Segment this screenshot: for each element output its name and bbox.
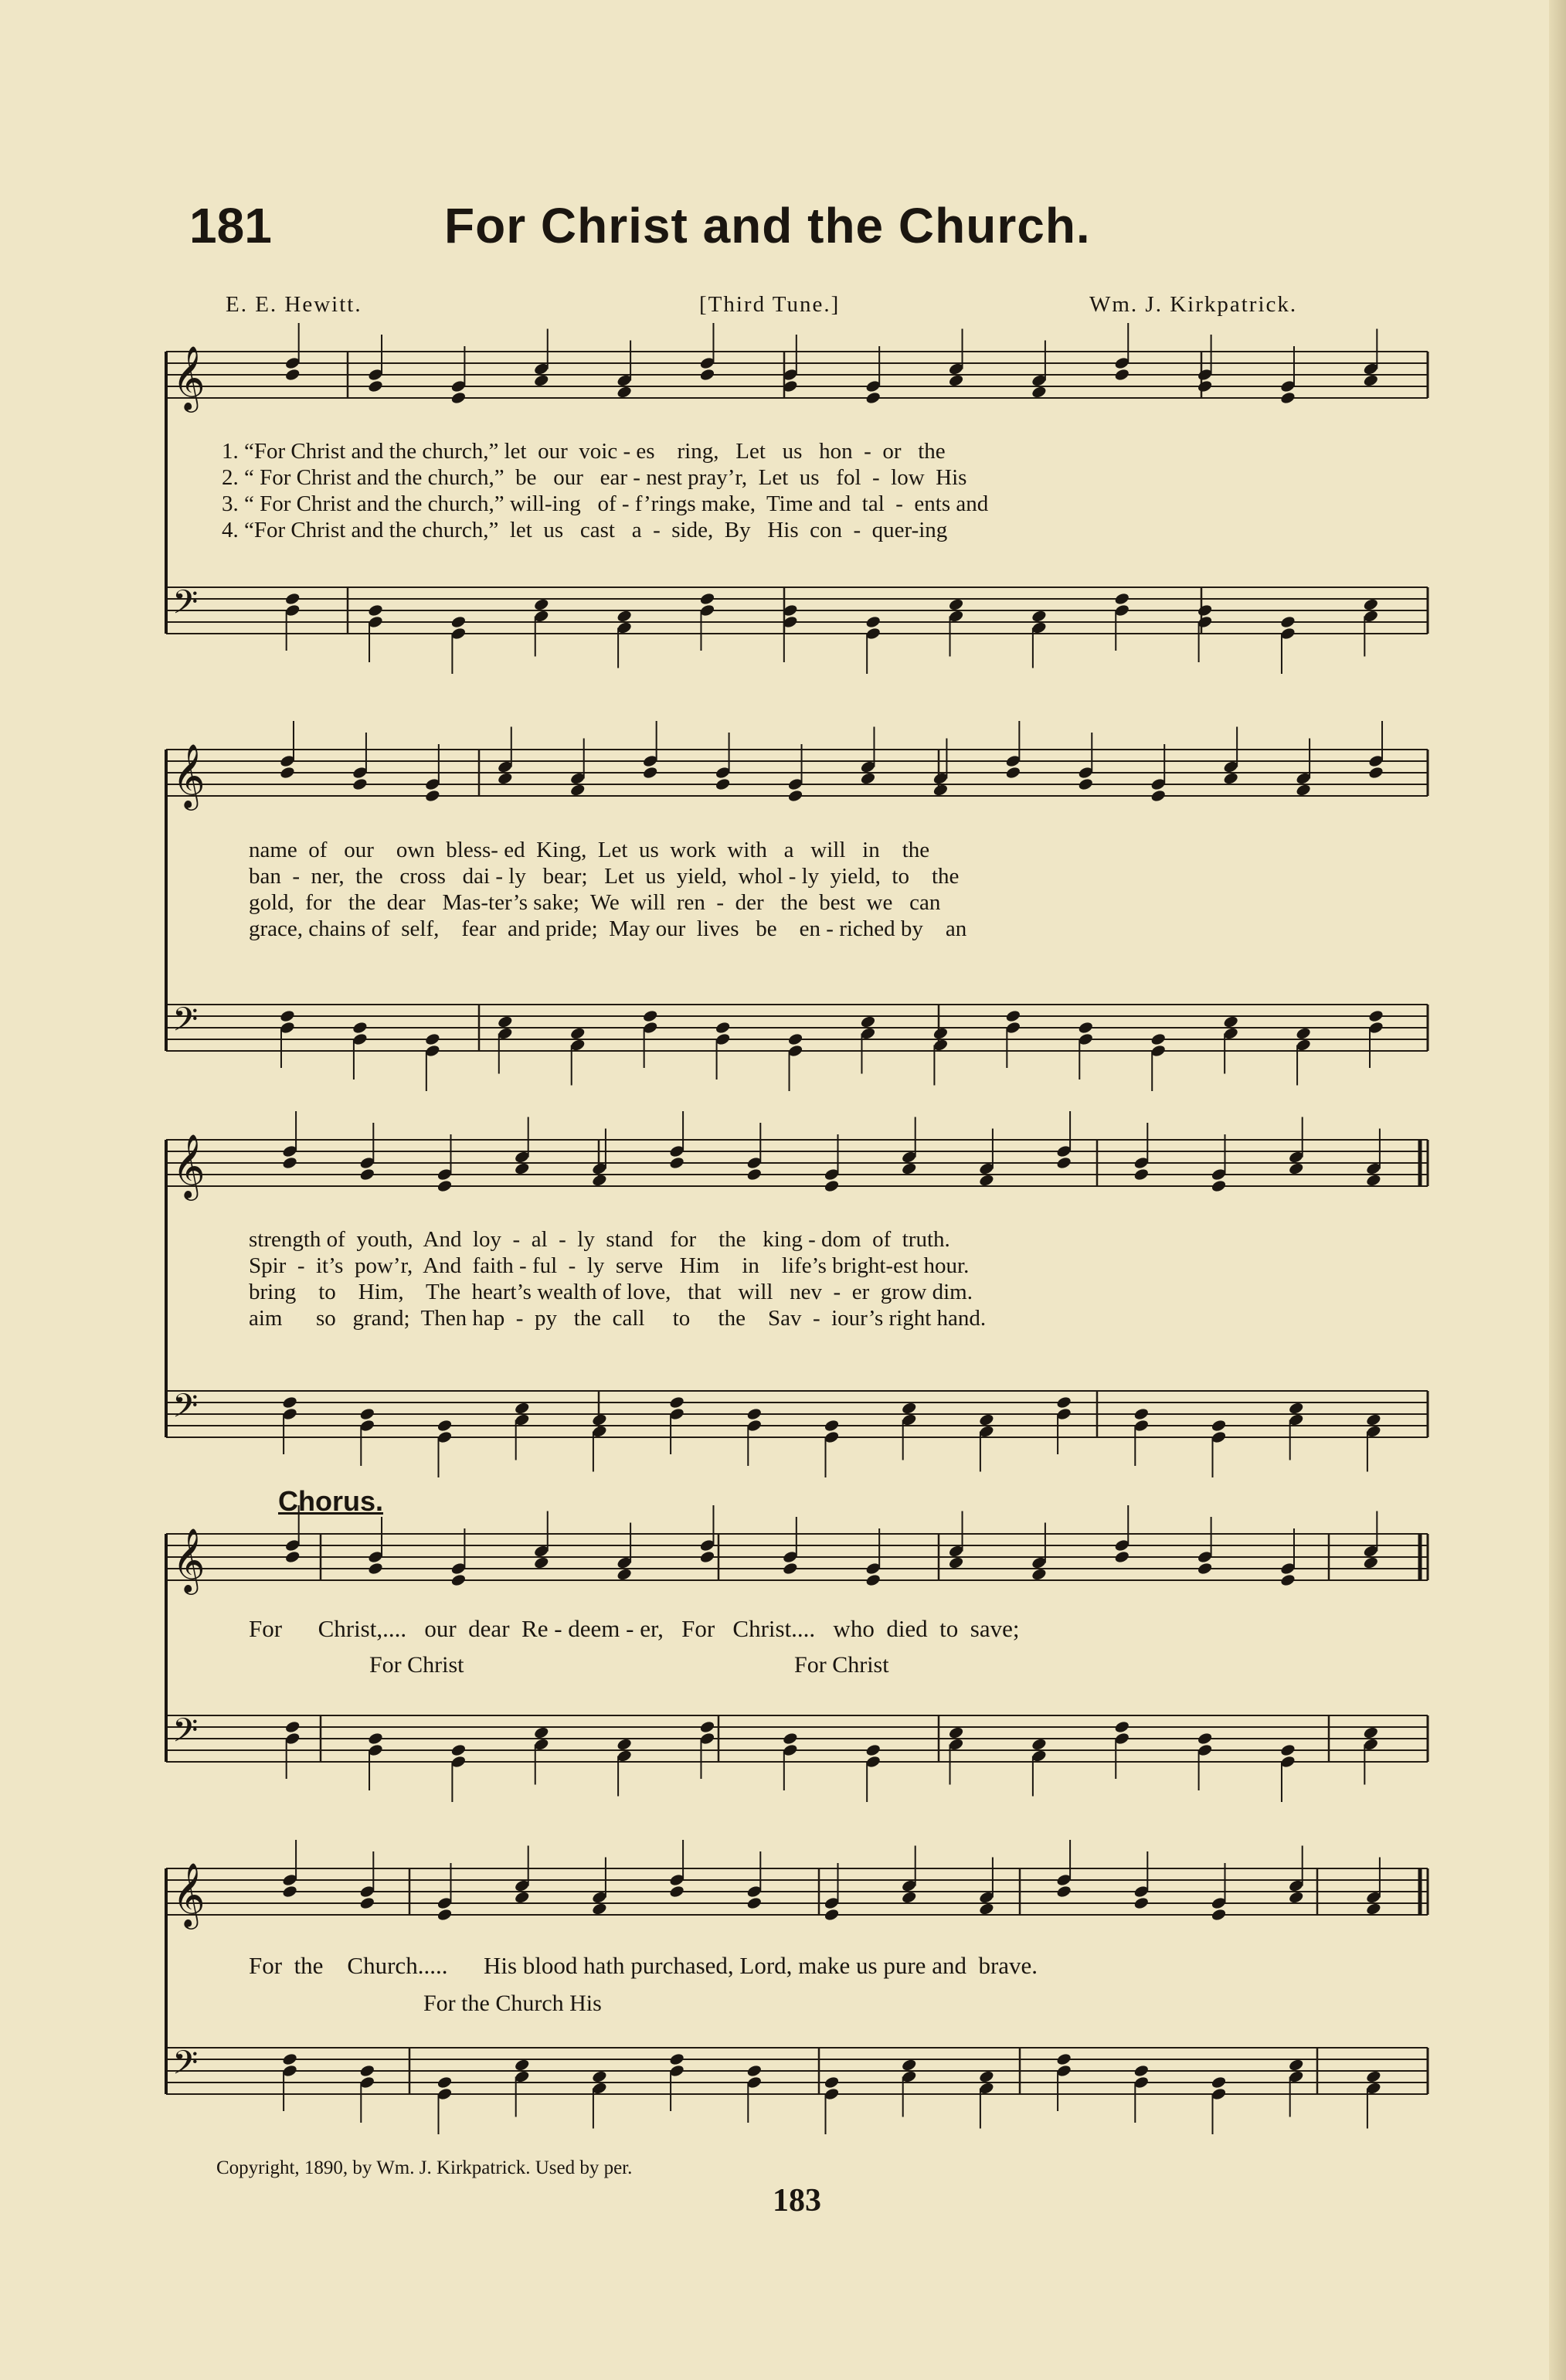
system-1-treble-notehead [450, 391, 467, 405]
system-5-bass-notehead [359, 2064, 375, 2078]
system-3-bass-notehead [746, 1407, 763, 1421]
system-4-bass-notehead [367, 1732, 383, 1746]
system-1-bass-notehead [450, 615, 467, 629]
system-5-bass-notehead [437, 2076, 453, 2089]
verse-2-line-b: ban - ner, the cross dai - ly bear; Let us yield, whol - ly yield, to the [249, 864, 960, 889]
system-2-bass-notehead [1295, 1026, 1311, 1040]
system-4-treble-notehead [782, 1562, 798, 1576]
system-5-treble-notehead [1211, 1908, 1227, 1922]
system-1-bass-notehead [1279, 615, 1296, 629]
system-3-treble-notehead [437, 1179, 453, 1193]
system-1-treble-notehead [284, 368, 301, 382]
system-5-bass-notehead [978, 2069, 994, 2083]
system-2-treble-notehead [932, 783, 949, 797]
system-3-treble-notehead [514, 1161, 530, 1175]
system-3-bass-notehead [359, 1407, 375, 1421]
system-2-bass-notehead [860, 1015, 876, 1028]
chorus-line-2: For the Church..... His blood hath purchased, Lord, make us pure and brave. [249, 1952, 1038, 1979]
system-1-bass-notehead [948, 597, 964, 611]
system-2-bass-notehead [569, 1026, 586, 1040]
verse-3-line-b: gold, for the dear Mas-ter’s sake; We will ren - der the best we can [249, 890, 941, 915]
system-3-treble-notehead [1211, 1179, 1227, 1193]
system-2-bass-notehead [787, 1032, 803, 1046]
system-2-bass-notehead [1005, 1009, 1021, 1023]
system-4-treble-notehead [1197, 1562, 1213, 1576]
system-3-treble-notehead [824, 1179, 840, 1193]
system-3-bass-notehead [1055, 1396, 1072, 1409]
system-5-treble-notehead [1365, 1902, 1381, 1916]
system-3-bass-clef: 𝄢 [172, 1387, 199, 1433]
system-1-bass-notehead [1197, 604, 1213, 617]
system-2-bass-notehead [1078, 1021, 1094, 1035]
system-2-treble-notehead [352, 777, 368, 791]
system-4-treble-notehead [533, 1556, 549, 1569]
verse-4-line-c: aim so grand; Then hap - py the call to the Sav - iour’s right hand. [249, 1306, 987, 1331]
system-3-bass-notehead [668, 1396, 684, 1409]
system-3-bass-notehead [978, 1413, 994, 1426]
system-5-bass-notehead [1365, 2069, 1381, 2083]
hymn-number: 181 [189, 198, 272, 253]
system-4-treble-notehead [450, 1573, 467, 1587]
hymn-title: For Christ and the Church. [444, 198, 1091, 253]
system-1-bass-notehead [1031, 609, 1047, 623]
system-5-bass-notehead [901, 2058, 917, 2072]
system-2-treble-notehead [569, 783, 586, 797]
system-2-treble-notehead [860, 771, 876, 785]
system-5-treble-notehead [746, 1896, 763, 1910]
system-1-treble-notehead [1363, 373, 1379, 387]
system-1-treble-notehead [1031, 385, 1047, 399]
system-1-treble-clef: 𝄞 [172, 345, 206, 410]
system-4-treble-notehead [616, 1567, 632, 1581]
system-4-treble-notehead [284, 1550, 301, 1564]
system-5-treble-notehead [1133, 1896, 1150, 1910]
system-3-bass-notehead [901, 1401, 917, 1415]
system-3-treble-notehead [746, 1168, 763, 1182]
system-3-bass-notehead [1288, 1401, 1304, 1415]
system-4-treble-notehead [1279, 1573, 1296, 1587]
verse-1-line-c: strength of youth, And loy - al - ly stand for the king - dom of truth. [249, 1227, 950, 1252]
system-4-bass-notehead [616, 1737, 632, 1751]
system-1-bass-notehead [616, 609, 632, 623]
verse-4-line-b: grace, chains of self, fear and pride; May our lives be en - riched by an [249, 916, 967, 941]
system-1-treble-notehead [948, 373, 964, 387]
system-1-bass-clef: 𝄢 [172, 583, 199, 630]
chorus-bass-text-2: For the Church His [423, 1991, 602, 2016]
system-5-bass-notehead [514, 2058, 530, 2072]
system-3-bass-notehead [1133, 1407, 1150, 1421]
system-5-bass-notehead [668, 2052, 684, 2066]
system-5-treble-notehead [1288, 1890, 1304, 1904]
system-2-treble-notehead [424, 789, 440, 803]
system-2-bass-notehead [1150, 1032, 1167, 1046]
system-5-bass-notehead [1211, 2076, 1227, 2089]
system-2-treble-notehead [1150, 789, 1167, 803]
chorus-bass-text-1: For Christ For Christ [369, 1652, 889, 1678]
system-2-bass-notehead [1367, 1009, 1384, 1023]
system-1-bass-notehead [533, 597, 549, 611]
system-5-treble-notehead [514, 1890, 530, 1904]
system-5-treble-notehead [281, 1885, 297, 1899]
verse-3-line-c: bring to Him, The heart’s wealth of love, that will nev - er grow dim. [249, 1280, 973, 1304]
system-1-bass-notehead [1114, 592, 1130, 606]
system-1-treble-notehead [533, 373, 549, 387]
system-1-bass-notehead [367, 604, 383, 617]
system-4-treble-clef: 𝄞 [172, 1527, 206, 1592]
system-4-bass-notehead [1031, 1737, 1047, 1751]
system-4-bass-notehead [1279, 1743, 1296, 1757]
system-5-treble-clef: 𝄞 [172, 1862, 206, 1926]
system-2-bass-notehead [715, 1021, 731, 1035]
system-2-treble-notehead [279, 766, 295, 780]
system-4-bass-notehead [533, 1726, 549, 1739]
system-3-bass-notehead [514, 1401, 530, 1415]
system-4-bass-notehead [782, 1732, 798, 1746]
system-4-bass-notehead [948, 1726, 964, 1739]
system-2-treble-clef: 𝄞 [172, 743, 206, 808]
system-3-bass-notehead [824, 1419, 840, 1433]
system-3-treble-notehead [281, 1156, 297, 1170]
system-2-treble-notehead [787, 789, 803, 803]
system-4-bass-notehead [1197, 1732, 1213, 1746]
system-3-bass-notehead [437, 1419, 453, 1433]
verse-2-line-a: 2. “ For Christ and the church,” be our ear - nest pray’r, Let us fol - low His [222, 465, 967, 490]
system-2-bass-notehead [1222, 1015, 1238, 1028]
system-2-bass-notehead [932, 1026, 949, 1040]
system-1-treble-notehead [865, 391, 881, 405]
system-4-treble-notehead [1031, 1567, 1047, 1581]
system-2-bass-notehead [642, 1009, 658, 1023]
system-4-treble-notehead [1363, 1556, 1379, 1569]
composer-credit: Wm. J. Kirkpatrick. [1089, 292, 1298, 317]
system-3-treble-notehead [668, 1156, 684, 1170]
lyricist-credit: E. E. Hewitt. [226, 292, 362, 317]
system-2-treble-notehead [715, 777, 731, 791]
system-3-treble-notehead [901, 1161, 917, 1175]
system-5-treble-notehead [1055, 1885, 1072, 1899]
chorus-line-1: For Christ,.... our dear Re - deem - er, For Christ.... who died to save; [249, 1615, 1020, 1642]
system-3-bass-notehead [1365, 1413, 1381, 1426]
system-1-treble-notehead [367, 379, 383, 393]
system-3-treble-notehead [1055, 1156, 1072, 1170]
system-5-bass-notehead [824, 2076, 840, 2089]
verse-1-line-b: name of our own bless- ed King, Let us work with a will in the [249, 838, 930, 862]
system-5-bass-notehead [1055, 2052, 1072, 2066]
system-5-bass-clef: 𝄢 [172, 2044, 199, 2090]
system-4-bass-notehead [450, 1743, 467, 1757]
system-2-bass-clef: 𝄢 [172, 1001, 199, 1047]
system-5-treble-notehead [824, 1908, 840, 1922]
system-2-bass-notehead [352, 1021, 368, 1035]
system-1-bass-notehead [699, 592, 715, 606]
system-1-bass-notehead [865, 615, 881, 629]
system-5-bass-notehead [1288, 2058, 1304, 2072]
system-1-treble-notehead [616, 385, 632, 399]
system-3-treble-clef: 𝄞 [172, 1133, 206, 1198]
system-4-bass-notehead [1114, 1720, 1130, 1734]
system-1-treble-notehead [1114, 368, 1130, 382]
system-2-treble-notehead [642, 766, 658, 780]
system-5-treble-notehead [437, 1908, 453, 1922]
system-5-treble-notehead [591, 1902, 607, 1916]
system-5-bass-notehead [281, 2052, 297, 2066]
system-1-bass-notehead [1363, 597, 1379, 611]
system-4-treble-notehead [1114, 1550, 1130, 1564]
system-2-treble-notehead [1295, 783, 1311, 797]
system-4-treble-notehead [948, 1556, 964, 1569]
system-1-bass-notehead [284, 592, 301, 606]
system-4-bass-notehead [699, 1720, 715, 1734]
system-4-treble-notehead [367, 1562, 383, 1576]
verse-1-line-a: 1. “For Christ and the church,” let our voic - es ring, Let us hon - or the [222, 439, 946, 464]
verse-4-line-a: 4. “For Christ and the church,” let us cast a - side, By His con - quer-ing [222, 518, 948, 542]
system-3-treble-notehead [1133, 1168, 1150, 1182]
chorus-label: Chorus. [278, 1485, 384, 1517]
system-4-bass-notehead [1363, 1726, 1379, 1739]
system-4-treble-notehead [699, 1550, 715, 1564]
system-3-treble-notehead [1288, 1161, 1304, 1175]
system-1-treble-notehead [1279, 391, 1296, 405]
system-2-treble-notehead [1222, 771, 1238, 785]
system-2-bass-notehead [424, 1032, 440, 1046]
system-2-treble-notehead [1078, 777, 1094, 791]
verse-3-line-a: 3. “ For Christ and the church,” will-ing of - f’rings make, Time and tal - ents and [222, 491, 989, 516]
system-5-treble-notehead [901, 1890, 917, 1904]
system-5-treble-notehead [359, 1896, 375, 1910]
copyright-notice: Copyright, 1890, by Wm. J. Kirkpatrick. Used by per. [216, 2157, 633, 2178]
system-4-bass-notehead [284, 1720, 301, 1734]
system-2-bass-notehead [279, 1009, 295, 1023]
system-1-treble-notehead [1197, 379, 1213, 393]
system-5-bass-notehead [746, 2064, 763, 2078]
system-4-treble-notehead [865, 1573, 881, 1587]
system-4-bass-clef: 𝄢 [172, 1712, 199, 1758]
system-3-bass-notehead [1211, 1419, 1227, 1433]
system-5-bass-notehead [1133, 2064, 1150, 2078]
system-5-treble-notehead [978, 1902, 994, 1916]
system-2-treble-notehead [1367, 766, 1384, 780]
system-2-bass-notehead [497, 1015, 513, 1028]
page-number: 183 [773, 2183, 821, 2218]
system-5-bass-notehead [591, 2069, 607, 2083]
system-3-treble-notehead [1365, 1173, 1381, 1187]
tune-label: [Third Tune.] [699, 292, 841, 317]
system-3-bass-notehead [281, 1396, 297, 1409]
system-1-treble-notehead [699, 368, 715, 382]
verse-2-line-c: Spir - it’s pow’r, And faith - ful - ly serve Him in life’s bright-est hour. [249, 1253, 970, 1278]
system-3-treble-notehead [359, 1168, 375, 1182]
system-3-treble-notehead [978, 1173, 994, 1187]
system-4-bass-notehead [865, 1743, 881, 1757]
system-5-treble-notehead [668, 1885, 684, 1899]
system-2-treble-notehead [1005, 766, 1021, 780]
system-2-treble-notehead [497, 771, 513, 785]
